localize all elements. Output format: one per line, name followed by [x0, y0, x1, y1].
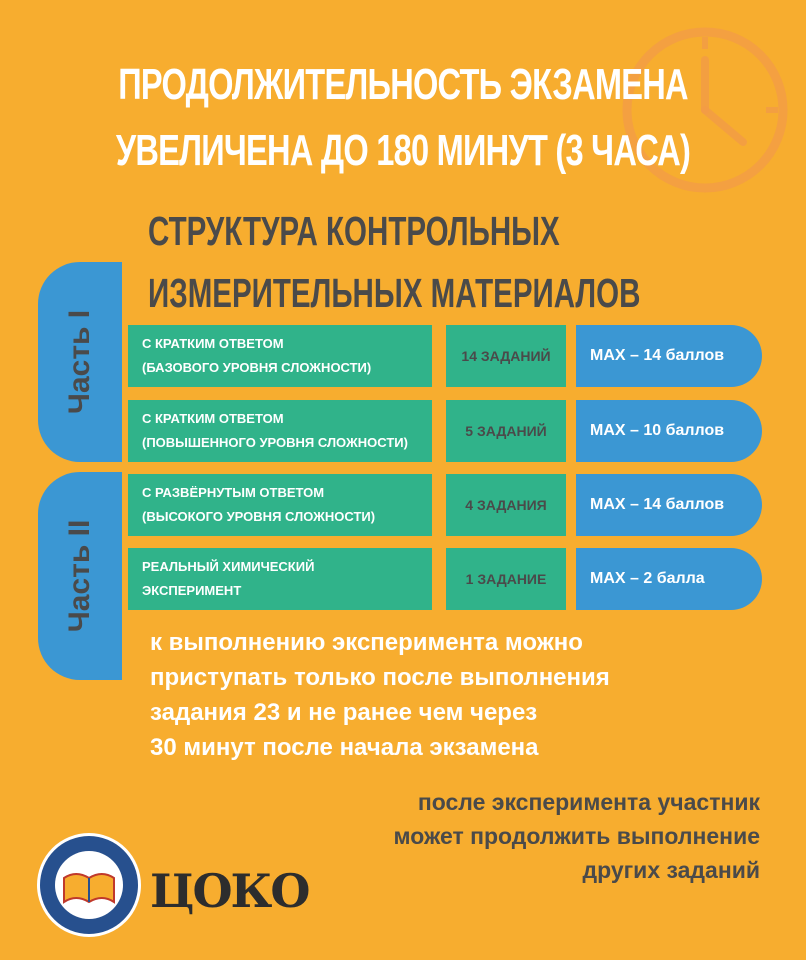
task-count: 1 ЗАДАНИЕ — [446, 548, 566, 610]
structure-title-line-1: СТРУКТУРА КОНТРОЛЬНЫХ — [148, 208, 560, 254]
headline-line-1: ПРОДОЛЖИТЕЛЬНОСТЬ ЭКЗАМЕНА — [118, 60, 688, 109]
task-description-line-2: (ПОВЫШЕННОГО УРОВНЯ СЛОЖНОСТИ) — [142, 435, 408, 450]
continue-note-line-1: после эксперимента участник — [417, 789, 760, 815]
task-row — [128, 400, 758, 462]
part-2-tab — [38, 472, 122, 680]
continue-note-line-2: может продолжить выполнение — [393, 823, 760, 849]
task-description-line-2: (ВЫСОКОГО УРОВНЯ СЛОЖНОСТИ) — [142, 509, 376, 524]
task-description-line-1: С КРАТКИМ ОТВЕТОМ — [142, 336, 284, 351]
max-score: MAX – 2 балла — [576, 548, 762, 610]
part-1-label: Часть I — [63, 309, 96, 415]
task-description — [128, 325, 432, 387]
task-description-line-1: РЕАЛЬНЫЙ ХИМИЧЕСКИЙ — [142, 559, 315, 574]
max-score: MAX – 10 баллов — [576, 400, 762, 462]
task-row — [128, 474, 758, 536]
task-count: 5 ЗАДАНИЙ — [446, 400, 566, 462]
task-count: 4 ЗАДАНИЯ — [446, 474, 566, 536]
structure-title-line-2: ИЗМЕРИТЕЛЬНЫХ МАТЕРИАЛОВ — [148, 270, 641, 316]
part-1-tab — [38, 262, 122, 462]
task-description-line-1: С КРАТКИМ ОТВЕТОМ — [142, 411, 284, 426]
task-row — [128, 548, 758, 610]
headline-line-2: УВЕЛИЧЕНА ДО 180 МИНУТ (3 ЧАСА) — [115, 126, 691, 175]
task-count: 14 ЗАДАНИЙ — [446, 325, 566, 387]
task-description — [128, 400, 432, 462]
max-score: MAX – 14 баллов — [576, 325, 762, 387]
max-score: MAX – 14 баллов — [576, 474, 762, 536]
task-row — [128, 325, 758, 387]
task-description — [128, 474, 432, 536]
continue-note-line-3: других заданий — [582, 857, 760, 883]
task-description-line-2: (БАЗОВОГО УРОВНЯ СЛОЖНОСТИ) — [142, 360, 372, 375]
task-description — [128, 548, 432, 610]
part-2-label: Часть II — [63, 519, 96, 633]
experiment-note-line-3: задания 23 и не ранее чем через — [150, 699, 538, 726]
headline — [105, 52, 701, 184]
experiment-note-line-1: к выполнению эксперимента можно — [150, 629, 583, 656]
experiment-note — [150, 625, 770, 765]
experiment-note-line-2: приступать только после выполнения — [150, 664, 610, 691]
experiment-note-line-4: 30 минут после начала экзамена — [150, 734, 539, 761]
ministry-emblem — [34, 830, 144, 940]
structure-title — [148, 200, 641, 324]
task-description-line-2: ЭКСПЕРИМЕНТ — [142, 583, 242, 598]
coko-logo: ЦОКО — [150, 864, 309, 918]
task-description-line-1: С РАЗВЁРНУТЫМ ОТВЕТОМ — [142, 485, 325, 500]
continue-note — [270, 785, 760, 887]
